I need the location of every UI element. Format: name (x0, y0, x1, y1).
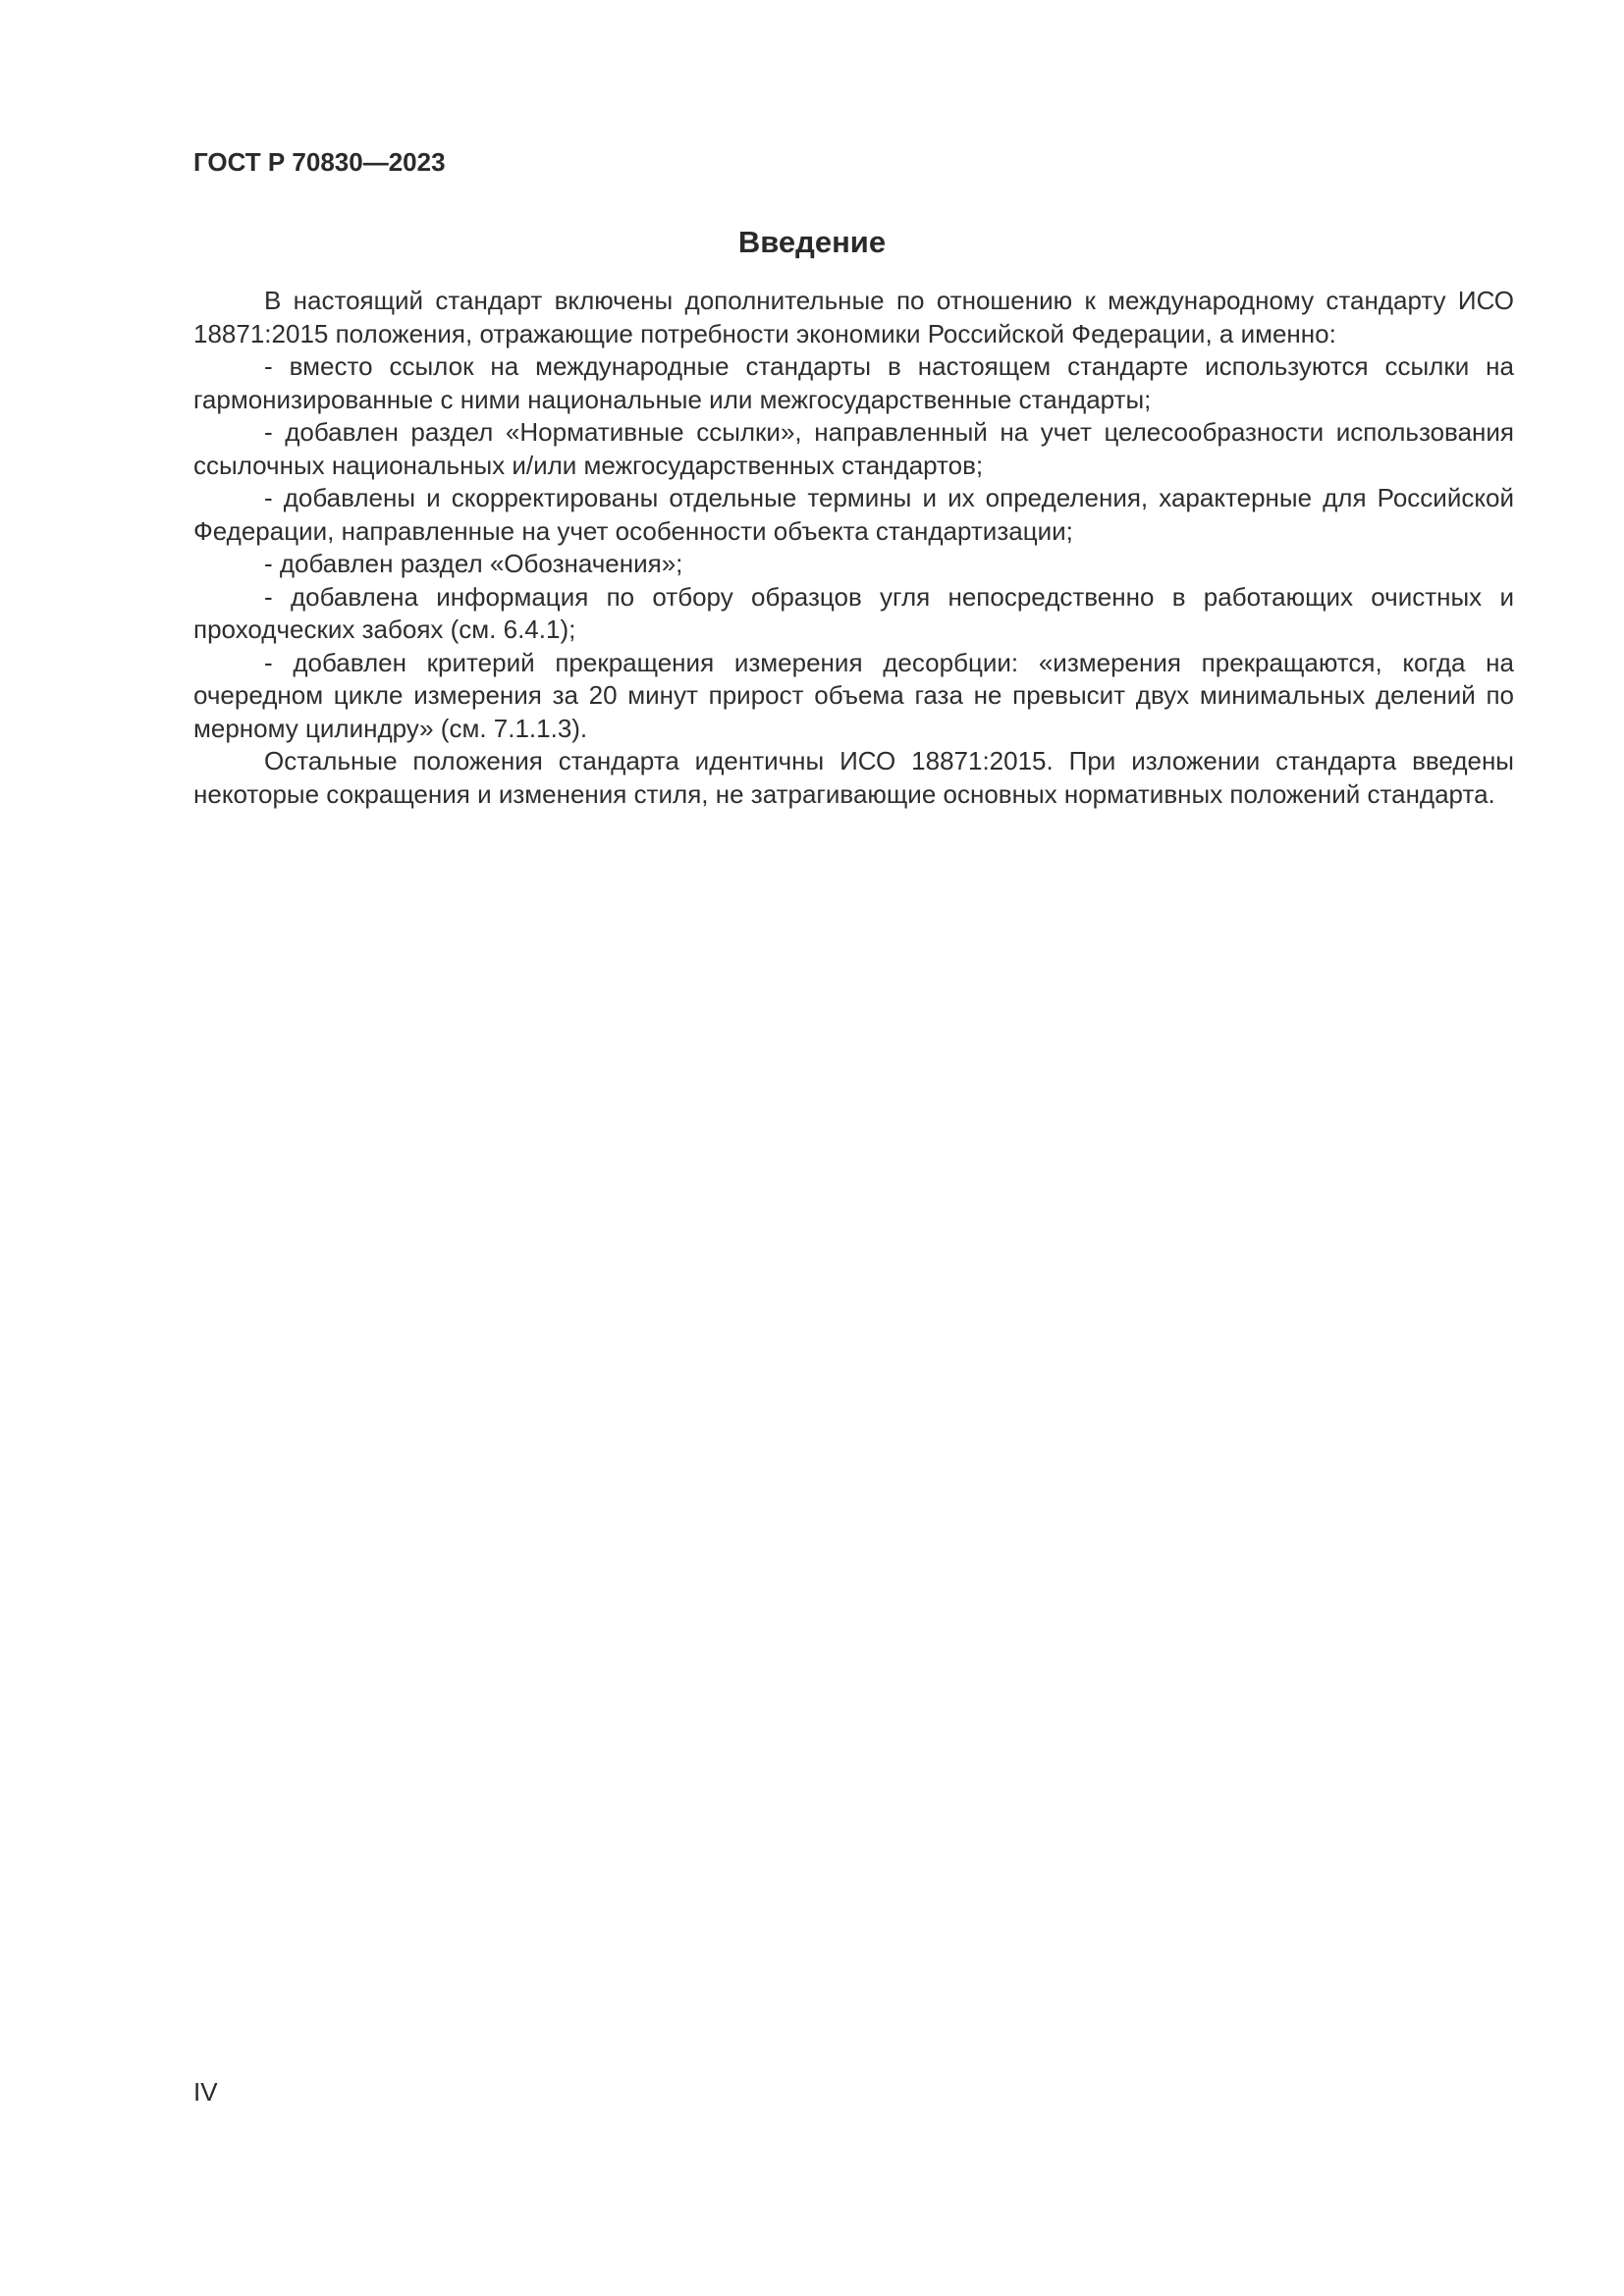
list-item-sampling: - добавлена информация по отбору образцов угля непосредственно в работающих очистных и проходческих забоях (см. 6.4.1); (193, 581, 1514, 644)
list-item-terms: - добавлены и скорректированы отдельные термины и их определения, характерные для Российской Федерации, направленные на учет особенности объекта стандартизации; (193, 483, 1514, 546)
list-item-desorption-criterion: - добавлен критерий прекращения измерения десорбции: «измерения прекращаются, когда на очередном цикле измерения за 20 минут прирост объема газа не превысит двух минимальных делений по мерному цилиндру» (см. 7.1.1.3). (193, 647, 1514, 743)
list-item-normative-section: - добавлен раздел «Нормативные ссылки», направленный на учет целесообразности использования ссылочных национальных и/или межгосударственных стандартов; (193, 417, 1514, 480)
document-code-header: ГОСТ Р 70830—2023 (193, 147, 446, 177)
paragraph-conclusion: Остальные положения стандарта идентичны ИСО 18871:2015. При изложении стандарта введены некоторые сокращения и изменения стиля, не затрагивающие основных нормативных положений стандарта. (193, 746, 1514, 809)
page-number: IV (193, 2077, 218, 2107)
paragraph-intro: В настоящий стандарт включены дополнительные по отношению к международному стандарту ИСО 18871:2015 положения, отражающие потребности экономики Российской Федерации, а именно: (193, 286, 1514, 348)
introduction-body (193, 285, 1514, 811)
list-item-references: - вместо ссылок на международные стандарты в настоящем стандарте используются ссылки на гармонизированные с ними национальные или межгосударственные стандарты; (193, 351, 1514, 414)
section-title: Введение (737, 225, 887, 259)
list-item-designations: - добавлен раздел «Обозначения»; (264, 549, 683, 578)
